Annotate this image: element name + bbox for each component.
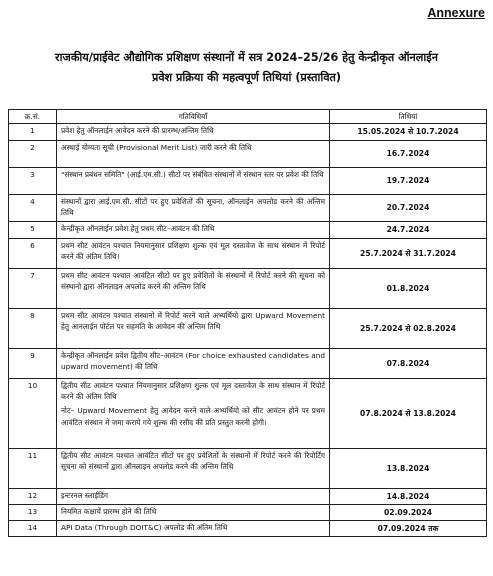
row-serial: 13	[9, 505, 57, 521]
row-activity: प्रथम सीट आवंटन पश्चात आवंटित सीटो पर हुए प्रवेशितों के संस्थानों में रिपोर्ट करने की सूचना को संस्थानो द्वारा ऑनलाइन अपलोड करने की अन्तिम तिथि	[57, 269, 330, 309]
row-date: 07.8.2024 से 13.8.2024	[330, 379, 487, 449]
table-row	[9, 222, 487, 239]
row-date: 24.7.2024	[330, 222, 487, 239]
row-activity: "संस्थान प्रबंधन समिति" (आई.एम.सी.) सीटों पर संबंधित संस्थानों में संस्थान स्तर पर प्रवेश की तिथि	[57, 168, 330, 195]
row-serial: 12	[9, 489, 57, 505]
row-activity	[57, 379, 330, 449]
row-serial: 4	[9, 195, 57, 222]
row-serial: 1	[9, 124, 57, 141]
row-activity: केन्द्रीकृत ऑनलाईन प्रवेश द्वितीय सीट–आवंटन (For choice exhausted candidates and upward movement) की तिथि	[57, 349, 330, 379]
row-serial: 10	[9, 379, 57, 449]
row-activity: इन्टरनल स्लाईडिंग	[57, 489, 330, 505]
row-date: 02.09.2024	[330, 505, 487, 521]
row-activity: अस्थाई योग्यता सूची (Provisional Merit List) जारी करने की तिथि	[57, 141, 330, 168]
header-date: तिथियां	[330, 110, 487, 124]
table-row	[9, 505, 487, 521]
row-serial: 14	[9, 521, 57, 537]
table-row	[9, 269, 487, 309]
table-row	[9, 349, 487, 379]
header-activity: गतिविधियाँ	[57, 110, 330, 124]
table-row	[9, 168, 487, 195]
row-serial: 7	[9, 269, 57, 309]
row-serial: 9	[9, 349, 57, 379]
row-date: 25.7.2024 से 31.7.2024	[330, 239, 487, 269]
header-serial: क्र.सं.	[9, 110, 57, 124]
row-serial: 2	[9, 141, 57, 168]
table-row	[9, 449, 487, 489]
row-serial: 6	[9, 239, 57, 269]
table-header-row	[9, 110, 487, 124]
row-activity: प्रथम सीट आवंटन पश्चात संस्थानो में रिपोर्ट करने वाले अभ्यर्थियो द्वारा Upward Movement हेतु आनलाईन पोर्टल पर सहमति के आवेदन की अन्तिम तिथि	[57, 309, 330, 349]
table-row	[9, 141, 487, 168]
row-date: 15.05.2024 से 10.7.2024	[330, 124, 487, 141]
row-date: 01.8.2024	[330, 269, 487, 309]
row-activity: संस्थानों द्वारा आई.एम.सी. सीटों पर हुए प्रवेशितों की सूचना, ऑनलाईन अपलोड करने की अन्तिम तिथि	[57, 195, 330, 222]
row-activity: प्रथम सीट आवंटन पश्चात नियमानुसार प्रशिक्षण शुल्क एवं मूल दस्तावेज के साथ संस्थान में रिपोर्ट करने की अंतिम तिथि।	[57, 239, 330, 269]
table-row	[9, 379, 487, 449]
row-date: 07.8.2024	[330, 349, 487, 379]
table-row	[9, 309, 487, 349]
row-serial: 5	[9, 222, 57, 239]
row-serial: 3	[9, 168, 57, 195]
document-title	[6, 48, 487, 88]
title-line-1: राजकीय/प्राईवेट औद्योगिक प्रशिक्षण संस्थानों में सत्र 2024–25/26 हेतु केन्द्रीकृत ऑनलाईन	[55, 51, 438, 64]
row-date: 19.7.2024	[330, 168, 487, 195]
table-row	[9, 239, 487, 269]
row-activity-text: द्वितीय सीट आवंटन पश्चात नियमानुसार प्रशिक्षण शुल्क एवं मूल दस्तावेज के साथ संस्थान में रिपोर्ट करने की अंतिम तिथि	[61, 381, 325, 402]
table-row	[9, 489, 487, 505]
annexure-label: Annexure	[427, 6, 485, 20]
row-activity: प्रवेश हेतु ऑनलाईन आवेदन करने की प्रारम्भ/अन्तिम तिथि	[57, 124, 330, 141]
row-activity: केन्द्रीकृत ऑनलाईन प्रवेश हेतु प्रथम सीट–आवंटन की तिथि	[57, 222, 330, 239]
table-row	[9, 124, 487, 141]
row-date: 14.8.2024	[330, 489, 487, 505]
row-date: 13.8.2024	[330, 449, 487, 489]
row-activity: द्वितीय सीट आवंटन पश्चात आवंटित सीटों पर हुए प्रवेशितों के संस्थानों में रिपोर्ट करने की रिपोर्टिंग सूचना को संस्थानों द्वारा ऑनलाइन अपलोड करने की अन्तिम तिथि	[57, 449, 330, 489]
row-date: 25.7.2024 से 02.8.2024	[330, 309, 487, 349]
table-row	[9, 195, 487, 222]
row-activity: नियमित कक्षायें प्रारम्भ होने की तिथि	[57, 505, 330, 521]
row-serial: 11	[9, 449, 57, 489]
table-row	[9, 521, 487, 537]
row-note: नोट– Upward Movement हेतु आवेदन करने वाले अभ्यर्थियो को सीट आवंटन होने पर प्रथम आवंटित संस्थान में जमा कराये गये शुल्क की रसीद की प्रति प्रस्तुत करनी होगी।	[61, 406, 325, 427]
row-activity: API Data (Through DOIT&C) अपलोड की अंतिम तिथि	[57, 521, 330, 537]
schedule-table	[8, 109, 487, 537]
row-date: 07.09.2024 तक	[330, 521, 487, 537]
title-line-2: प्रवेश प्रक्रिया की महत्वपूर्ण तिथियां (प्रस्तावित)	[151, 71, 342, 84]
row-date: 16.7.2024	[330, 141, 487, 168]
row-serial: 8	[9, 309, 57, 349]
row-date: 20.7.2024	[330, 195, 487, 222]
